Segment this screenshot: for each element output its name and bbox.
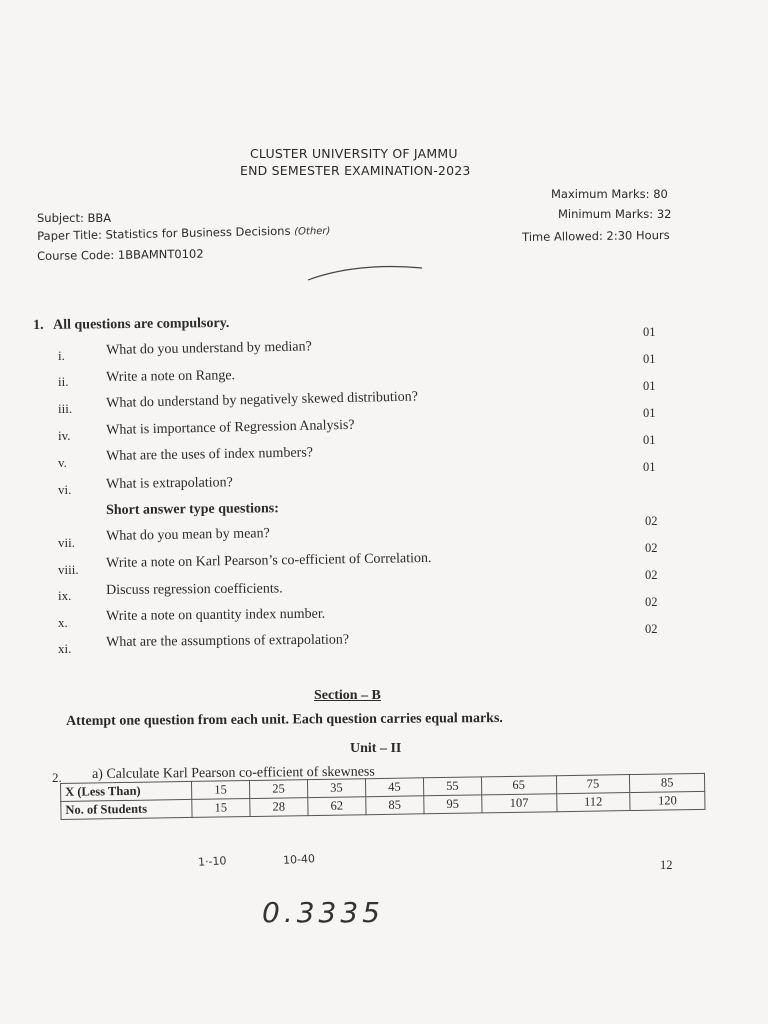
paper-title-note: (Other): [294, 225, 331, 238]
table-cell: 28: [250, 798, 308, 817]
q-num: i.: [58, 348, 65, 363]
table-cell: 112: [556, 793, 630, 812]
min-marks: Minimum Marks: 32: [558, 207, 672, 221]
q-marks: 01: [643, 460, 656, 474]
q-text: What is importance of Regression Analysis?: [106, 417, 355, 438]
q-text: Write a note on quantity index number.: [106, 606, 326, 624]
q-num: vii.: [58, 535, 75, 550]
q-text: What do you mean by mean?: [106, 526, 270, 544]
q-marks: 01: [643, 406, 656, 420]
table-cell: 85: [366, 796, 424, 815]
table-cell: 15: [192, 799, 250, 818]
q-marks: 02: [645, 514, 658, 528]
section-b-title: Section – B: [314, 688, 381, 703]
question-1-number: 1.: [33, 317, 44, 333]
section-a-heading: [33, 316, 229, 334]
q-text: What are the uses of index numbers?: [106, 445, 314, 464]
q-num: iv.: [58, 428, 71, 443]
table-cell: 25: [249, 780, 307, 799]
q-marks: 01: [643, 352, 656, 366]
table-cell: 120: [630, 791, 705, 810]
unit-heading: Unit – II: [350, 741, 402, 756]
q-marks: 01: [643, 433, 656, 447]
subject: Subject: BBA: [37, 211, 112, 225]
q-text: Discuss regression coefficients.: [106, 581, 283, 598]
q-marks: 02: [645, 568, 658, 582]
handwritten-note: 10-40: [282, 852, 316, 867]
max-marks: Maximum Marks: 80: [551, 187, 668, 201]
table-cell: 75: [556, 775, 630, 794]
q-num: ix.: [58, 588, 72, 603]
question-2-text: a) Calculate Karl Pearson co-efficient of skewness: [92, 764, 375, 782]
table-cell: 35: [307, 779, 365, 798]
table-cell: 85: [630, 773, 705, 792]
exam-title: END SEMESTER EXAMINATION-2023: [240, 163, 471, 178]
short-answer-heading: Short answer type questions:: [106, 501, 279, 518]
q-text: What is extrapolation?: [106, 475, 233, 492]
q-text: What do you understand by median?: [106, 339, 312, 358]
paper-title: [37, 223, 331, 243]
q-marks: 02: [645, 622, 658, 636]
university-title: CLUSTER UNIVERSITY OF JAMMU: [250, 146, 458, 161]
q-num: vi.: [58, 482, 72, 497]
table-cell: 65: [481, 776, 556, 795]
pen-stroke-mark: [300, 258, 430, 288]
q-marks: 02: [645, 541, 658, 555]
q-marks: 02: [645, 595, 658, 609]
question-2-number: 2.: [52, 770, 62, 785]
q-marks: 01: [643, 379, 656, 393]
table-row-label: X (Less Than): [61, 781, 192, 801]
handwritten-note: 1·-10: [197, 854, 227, 869]
paper-title-text: Paper Title: Statistics for Business Decisions: [37, 223, 291, 243]
table-cell: 62: [308, 797, 366, 816]
q-num: v.: [58, 455, 67, 470]
q-text: What are the assumptions of extrapolation?: [106, 632, 350, 650]
q-num: iii.: [58, 401, 73, 416]
q-num: x.: [58, 615, 68, 630]
time-allowed: Time Allowed: 2:30 Hours: [522, 227, 670, 244]
handwritten-answer: 0.3335: [262, 896, 384, 929]
table-cell: 45: [365, 778, 423, 797]
q-num: viii.: [58, 562, 79, 577]
table-row-label: No. of Students: [61, 799, 192, 819]
table-cell: 95: [424, 795, 482, 814]
section-b-instruction: Attempt one question from each unit. Each question carries equal marks.: [66, 710, 503, 729]
table-cell: 55: [423, 777, 481, 796]
q-text: Write a note on Karl Pearson’s co-efficient of Correlation.: [106, 550, 432, 571]
q-num: xi.: [58, 641, 72, 656]
table-cell: 15: [191, 781, 249, 800]
section-a-instruction: All questions are compulsory.: [52, 315, 230, 333]
course-code: Course Code: 1BBAMNT0102: [37, 246, 204, 263]
table-cell: 107: [482, 794, 557, 813]
q-text: What do understand by negatively skewed distribution?: [106, 389, 419, 411]
q-text: Write a note on Range.: [106, 368, 236, 385]
q-num: ii.: [58, 374, 69, 389]
question-2-marks: 12: [660, 858, 673, 872]
q-marks: 01: [643, 325, 656, 339]
